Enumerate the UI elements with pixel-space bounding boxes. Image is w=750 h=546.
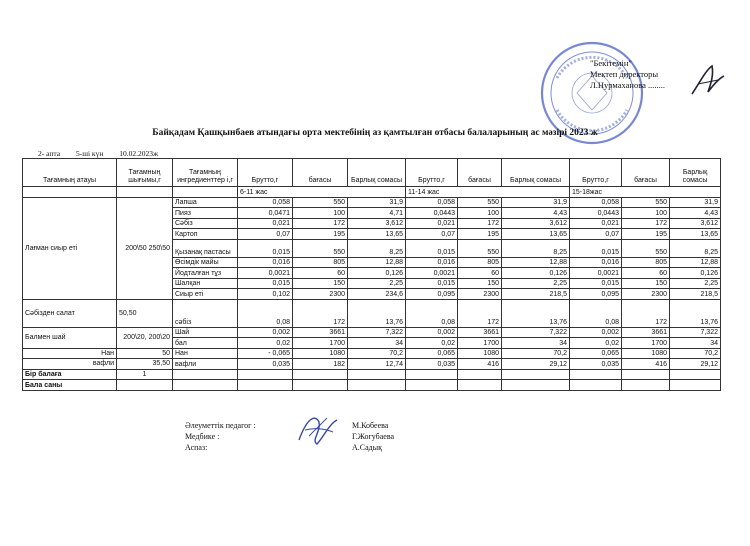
value-cell: 3,612 [670, 218, 721, 229]
value-cell: 34 [502, 338, 570, 349]
value-cell: 182 [293, 359, 348, 370]
value-cell: 0,035 [406, 359, 458, 370]
value-cell: 13,76 [502, 299, 570, 327]
value-cell: 550 [622, 197, 670, 208]
signature-name: М.Кобеева [352, 421, 389, 430]
date-line [38, 149, 172, 158]
value-cell: 0,035 [570, 359, 622, 370]
value-cell: 3,612 [502, 218, 570, 229]
staff-signature [293, 410, 343, 450]
value-cell: 0,021 [238, 218, 293, 229]
header-brutto-3: Брутто,г [570, 159, 622, 187]
value-cell: 805 [458, 257, 502, 268]
value-cell: 8,25 [348, 239, 406, 257]
value-cell: 0,016 [406, 257, 458, 268]
header-total-2: Барлық сомасы [502, 159, 570, 187]
value-cell: 172 [293, 218, 348, 229]
header-ingredient: Тағамның ингредиенттер і,г [173, 159, 238, 187]
header-total-1: Барлық сомасы [348, 159, 406, 187]
value-cell: 0,0021 [406, 268, 458, 279]
value-cell: 13,65 [670, 229, 721, 240]
value-cell: 70,2 [348, 348, 406, 359]
value-cell: 2300 [458, 289, 502, 300]
value-cell: 100 [458, 208, 502, 219]
value-cell: 218,5 [502, 289, 570, 300]
per-child-label: Бір балаға [23, 369, 117, 380]
ingredient-cell: Сәбіз [173, 218, 238, 229]
approval-line-3: Л.Нурмаханова ........ [590, 80, 666, 90]
ingredient-cell: Картоп [173, 229, 238, 240]
value-cell: 0,065 [570, 348, 622, 359]
value-cell: 0,0443 [406, 208, 458, 219]
director-signature [688, 60, 728, 100]
header-price-1: бағасы [293, 159, 348, 187]
value-cell: 13,76 [670, 299, 721, 327]
value-cell: 12,74 [348, 359, 406, 370]
value-cell: 0,126 [502, 268, 570, 279]
value-cell: 12,88 [670, 257, 721, 268]
header-dish: Тағамның атауы [23, 159, 117, 187]
value-cell: 0,08 [406, 299, 458, 327]
ingredient-cell: Пияз [173, 208, 238, 219]
value-cell: 13,76 [348, 299, 406, 327]
signature-role: Аспаз: [185, 443, 208, 452]
value-cell: 150 [622, 278, 670, 289]
value-cell: 0,0021 [570, 268, 622, 279]
age-group-2: 11-14 жас [406, 187, 570, 198]
value-cell: 0,0021 [238, 268, 293, 279]
value-cell: 172 [622, 299, 670, 327]
value-cell: 0,08 [238, 299, 293, 327]
value-cell: 1700 [622, 338, 670, 349]
value-cell: 34 [348, 338, 406, 349]
value-cell: 172 [458, 218, 502, 229]
value-cell: 172 [622, 218, 670, 229]
value-cell: 29,12 [670, 359, 721, 370]
value-cell: 2300 [293, 289, 348, 300]
value-cell: 234,6 [348, 289, 406, 300]
value-cell: 0,015 [406, 239, 458, 257]
ingredient-cell: сәбіз [173, 299, 238, 327]
value-cell: 31,9 [502, 197, 570, 208]
value-cell: 0,07 [570, 229, 622, 240]
table-row [23, 299, 721, 327]
approval-line-1: "Бекітемін" [590, 58, 632, 68]
approval-line-2: Мектеп директоры [590, 69, 659, 79]
value-cell: 218,5 [670, 289, 721, 300]
portion-cell: 50,50 [117, 299, 173, 327]
value-cell: 0,126 [348, 268, 406, 279]
value-cell: 150 [458, 278, 502, 289]
value-cell: 0,002 [238, 327, 293, 338]
value-cell: 12,88 [348, 257, 406, 268]
portion-cell: 200\50 250\50 [117, 197, 173, 299]
ingredient-cell: Нан [173, 348, 238, 359]
value-cell: 7,322 [670, 327, 721, 338]
value-cell: 172 [458, 299, 502, 327]
value-cell: 8,25 [502, 239, 570, 257]
value-cell: 0,065 [406, 348, 458, 359]
dish-cell: Нан [23, 348, 117, 359]
header-price-3: бағасы [622, 159, 670, 187]
menu-table [22, 158, 721, 391]
value-cell: 0,058 [570, 197, 622, 208]
value-cell: 1080 [293, 348, 348, 359]
value-cell: 550 [458, 197, 502, 208]
ingredient-cell: Лапша [173, 197, 238, 208]
value-cell: 0,102 [238, 289, 293, 300]
children-count-label: Бала саны [23, 380, 117, 391]
value-cell: 172 [293, 299, 348, 327]
value-cell: 31,9 [348, 197, 406, 208]
portion-cell: 35,50 [117, 359, 173, 370]
value-cell: 100 [622, 208, 670, 219]
age-group-3: 15-18жас [570, 187, 721, 198]
value-cell: 60 [458, 268, 502, 279]
dish-cell: Сәбізден салат [23, 299, 117, 327]
value-cell: 13,65 [502, 229, 570, 240]
value-cell: 550 [293, 239, 348, 257]
header-price-2: бағасы [458, 159, 502, 187]
dish-cell: Балмен шай [23, 327, 117, 348]
week-label: 2- апта [38, 149, 61, 158]
signature-role: Әлеуметтік педагог : [185, 421, 256, 430]
value-cell: 0,0443 [570, 208, 622, 219]
dish-cell: Лағман сиыр еті [23, 197, 117, 299]
value-cell: 0,095 [406, 289, 458, 300]
value-cell: 0,02 [406, 338, 458, 349]
header-portion: Тағамның шығымы,г [117, 159, 173, 187]
age-group-1: 6-11 жас [238, 187, 406, 198]
value-cell: 0,015 [238, 278, 293, 289]
value-cell: 12,88 [502, 257, 570, 268]
ingredient-cell: Шай [173, 327, 238, 338]
value-cell: 4,43 [502, 208, 570, 219]
ingredient-cell: бал [173, 338, 238, 349]
value-cell: 34 [670, 338, 721, 349]
value-cell: 0,021 [570, 218, 622, 229]
value-cell: 3661 [293, 327, 348, 338]
dish-cell: вафли [23, 359, 117, 370]
value-cell: 0,016 [238, 257, 293, 268]
value-cell: 195 [622, 229, 670, 240]
value-cell: 4,43 [670, 208, 721, 219]
value-cell: 7,322 [348, 327, 406, 338]
value-cell: 805 [622, 257, 670, 268]
value-cell: 0,015 [238, 239, 293, 257]
ingredient-cell: Сиыр еті [173, 289, 238, 300]
value-cell: 60 [293, 268, 348, 279]
ingredient-cell: Шалқан [173, 278, 238, 289]
ingredient-cell: Йодталған тұз [173, 268, 238, 279]
value-cell: 416 [458, 359, 502, 370]
value-cell: 805 [293, 257, 348, 268]
value-cell: 0,035 [238, 359, 293, 370]
value-cell: 0,02 [238, 338, 293, 349]
value-cell: 60 [622, 268, 670, 279]
value-cell: 1700 [458, 338, 502, 349]
value-cell: 0,07 [238, 229, 293, 240]
value-cell: 1080 [458, 348, 502, 359]
value-cell: 0,02 [570, 338, 622, 349]
header-brutto-2: Брутто,г [406, 159, 458, 187]
value-cell: 13,65 [348, 229, 406, 240]
value-cell: 2,25 [670, 278, 721, 289]
value-cell: 0,095 [570, 289, 622, 300]
value-cell: 31,9 [670, 197, 721, 208]
ingredient-cell: Өсімдік майы [173, 257, 238, 268]
value-cell: 0,058 [406, 197, 458, 208]
per-child-value: 1 [117, 369, 173, 380]
value-cell: 0,0471 [238, 208, 293, 219]
value-cell: 0,002 [406, 327, 458, 338]
value-cell: 3661 [458, 327, 502, 338]
table-row [23, 359, 721, 370]
document-title: Байқадам Қашқынбаев атындағы орта мектебінің аз қамтылған отбасы балаларының ас мәзірі 2023 ж [152, 128, 598, 138]
value-cell: 70,2 [670, 348, 721, 359]
value-cell: 0,126 [670, 268, 721, 279]
value-cell: 7,322 [502, 327, 570, 338]
value-cell: 0,016 [570, 257, 622, 268]
value-cell: 0,015 [570, 239, 622, 257]
value-cell: 195 [458, 229, 502, 240]
table-row [23, 348, 721, 359]
header-total-3: Барлық сомасы [670, 159, 721, 187]
value-cell: 2,25 [348, 278, 406, 289]
value-cell: 0,021 [406, 218, 458, 229]
day-label: 5-ші күн [75, 149, 104, 158]
table-row [23, 197, 721, 208]
value-cell: 416 [622, 359, 670, 370]
value-cell: 195 [293, 229, 348, 240]
value-cell: 0,015 [406, 278, 458, 289]
signature-name: Г.Жогубаева [352, 432, 395, 441]
value-cell: 1700 [293, 338, 348, 349]
date-label: 10.02.2023ж [119, 149, 159, 158]
portion-cell: 50 [117, 348, 173, 359]
value-cell: 3661 [622, 327, 670, 338]
value-cell: 2300 [622, 289, 670, 300]
value-cell: 4,71 [348, 208, 406, 219]
value-cell: 0,058 [238, 197, 293, 208]
value-cell: - 0,065 [238, 348, 293, 359]
value-cell: 3,612 [348, 218, 406, 229]
value-cell: 0,002 [570, 327, 622, 338]
value-cell: 0,015 [570, 278, 622, 289]
ingredient-cell: Қызанақ пастасы [173, 239, 238, 257]
signature-name: А.Садық [352, 443, 382, 452]
value-cell: 550 [622, 239, 670, 257]
value-cell: 1080 [622, 348, 670, 359]
portion-cell: 200\20, 200\20 [117, 327, 173, 348]
value-cell: 8,25 [670, 239, 721, 257]
signature-role: Медбике : [185, 432, 220, 441]
ingredient-cell: вафли [173, 359, 238, 370]
value-cell: 2,25 [502, 278, 570, 289]
value-cell: 0,08 [570, 299, 622, 327]
header-brutto-1: Брутто,г [238, 159, 293, 187]
value-cell: 100 [293, 208, 348, 219]
value-cell: 29,12 [502, 359, 570, 370]
table-row [23, 327, 721, 338]
value-cell: 70,2 [502, 348, 570, 359]
value-cell: 0,07 [406, 229, 458, 240]
value-cell: 550 [458, 239, 502, 257]
value-cell: 550 [293, 197, 348, 208]
value-cell: 150 [293, 278, 348, 289]
